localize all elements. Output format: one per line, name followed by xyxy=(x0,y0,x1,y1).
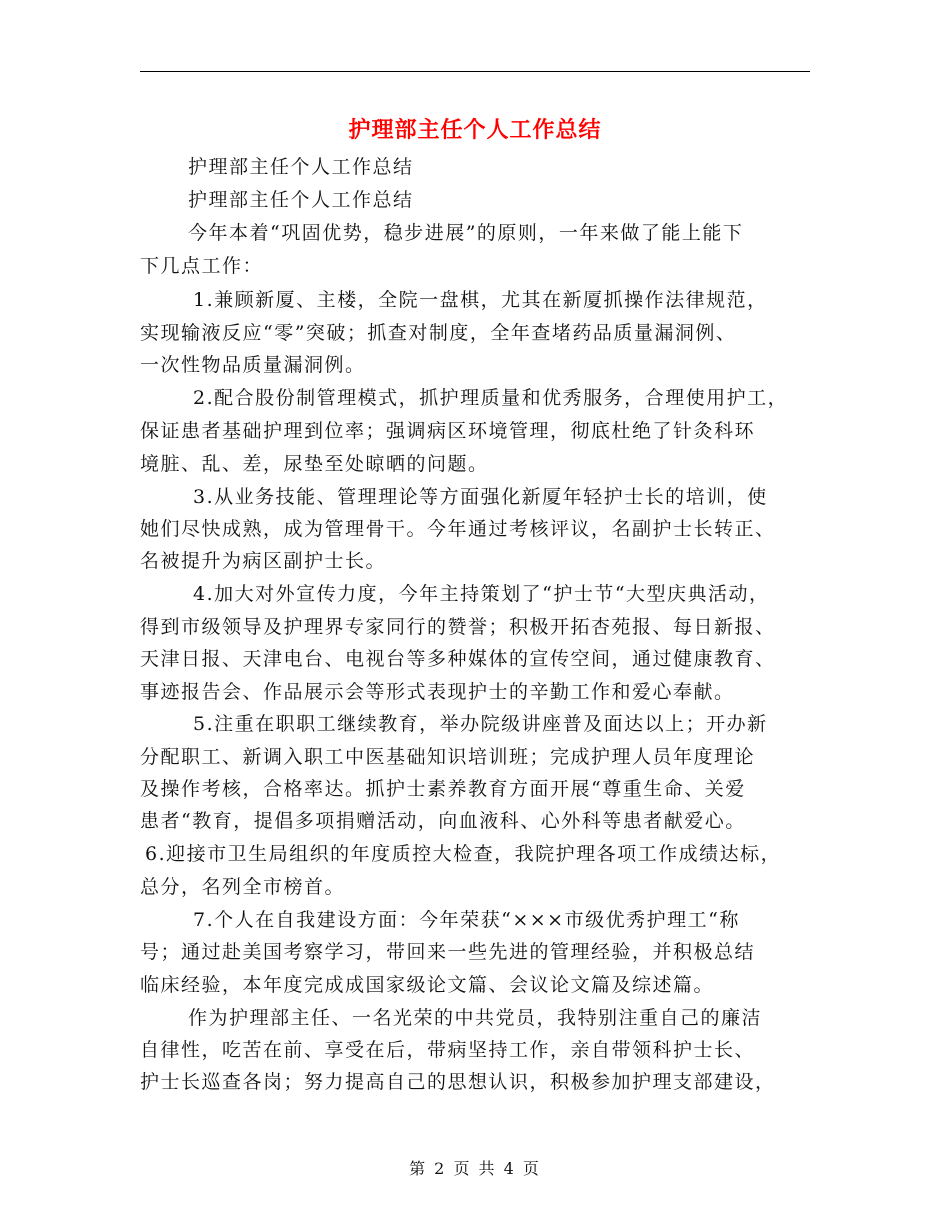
text-line: 自律性，吃苦在前、享受在后，带病坚持工作，亲自带领科护士长、 xyxy=(140,1039,756,1061)
text-line: 患者“教育，提倡多项捐赠活动，向血液科、心外科等患者献爱心。 xyxy=(140,810,746,832)
text-line: 7.个人在自我建设方面：今年荣获“×××市级优秀护理工“称 xyxy=(193,909,740,931)
page-footer: 第 2 页 共 4 页 xyxy=(409,1159,541,1178)
text-line: 3.从业务技能、管理理论等方面强化新厦年轻护士长的培训，使 xyxy=(193,486,768,508)
text-line: 护士长巡查各岗；努力提高自己的思想认识，积极参加护理支部建设， xyxy=(140,1071,776,1093)
text-line: 天津日报、天津电台、电视台等多种媒体的宣传空间，通过健康教育、 xyxy=(140,648,776,670)
text-line: 事迹报告会、作品展示会等形式表现护士的辛勤工作和爱心奉献。 xyxy=(140,681,735,703)
text-line: 分配职工、新调入职工中医基础知识培训班；完成护理人员年度理论 xyxy=(140,746,756,768)
text-line: 及操作考核，合格率达。抓护士素养教育方面开展“尊重生命、关爱 xyxy=(140,778,746,800)
text-line: 临床经验，本年度完成成国家级论文篇、会议论文篇及综述篇。 xyxy=(140,974,715,996)
text-line: 护理部主任个人工作总结 xyxy=(188,156,414,178)
text-line: 保证患者基础护理到位率；强调病区环境管理，彻底杜绝了针灸科环 xyxy=(140,420,756,442)
text-line: 一次性物品质量漏洞例。 xyxy=(140,354,366,376)
text-line: 6.迎接市卫生局组织的年度质控大检查，我院护理各项工作成绩达标， xyxy=(145,843,782,865)
text-line: 1.兼顾新厦、主楼，全院一盘棋，尤其在新厦抓操作法律规范， xyxy=(193,289,768,311)
document-title: 护理部主任个人工作总结 xyxy=(348,117,602,143)
text-line: 5.注重在职职工继续教育，举办院级讲座普及面达以上；开办新 xyxy=(193,713,768,735)
header-rule xyxy=(140,71,810,72)
text-line: 下几点工作： xyxy=(140,255,264,277)
text-line: 号；通过赴美国考察学习，带回来一些先进的管理经验，并积极总结 xyxy=(140,941,756,963)
text-line: 实现输液反应“零”突破；抓查对制度，全年查堵药品质量漏洞例、 xyxy=(140,322,737,344)
text-line: 4.加大对外宣传力度，今年主持策划了“护士节“大型庆典活动， xyxy=(193,583,770,605)
text-line: 护理部主任个人工作总结 xyxy=(188,189,414,211)
text-line: 她们尽快成熟，成为管理骨干。今年通过考核评议，名副护士长转正、 xyxy=(140,518,776,540)
text-line: 作为护理部主任、一名光荣的中共党员，我特别注重自己的廉洁 xyxy=(188,1007,763,1029)
text-line: 名被提升为病区副护士长。 xyxy=(140,550,387,572)
text-line: 2.配合股份制管理模式，抓护理质量和优秀服务，合理使用护工， xyxy=(193,387,789,409)
text-line: 今年本着“巩固优势，稳步进展”的原则，一年来做了能上能下 xyxy=(188,222,744,244)
text-line: 得到市级领导及护理界专家同行的赞誉；积极开拓杏苑报、每日新报、 xyxy=(140,616,776,638)
text-line: 总分，名列全市榜首。 xyxy=(140,876,346,898)
text-line: 境脏、乱、差，尿垫至处晾晒的问题。 xyxy=(140,453,489,475)
